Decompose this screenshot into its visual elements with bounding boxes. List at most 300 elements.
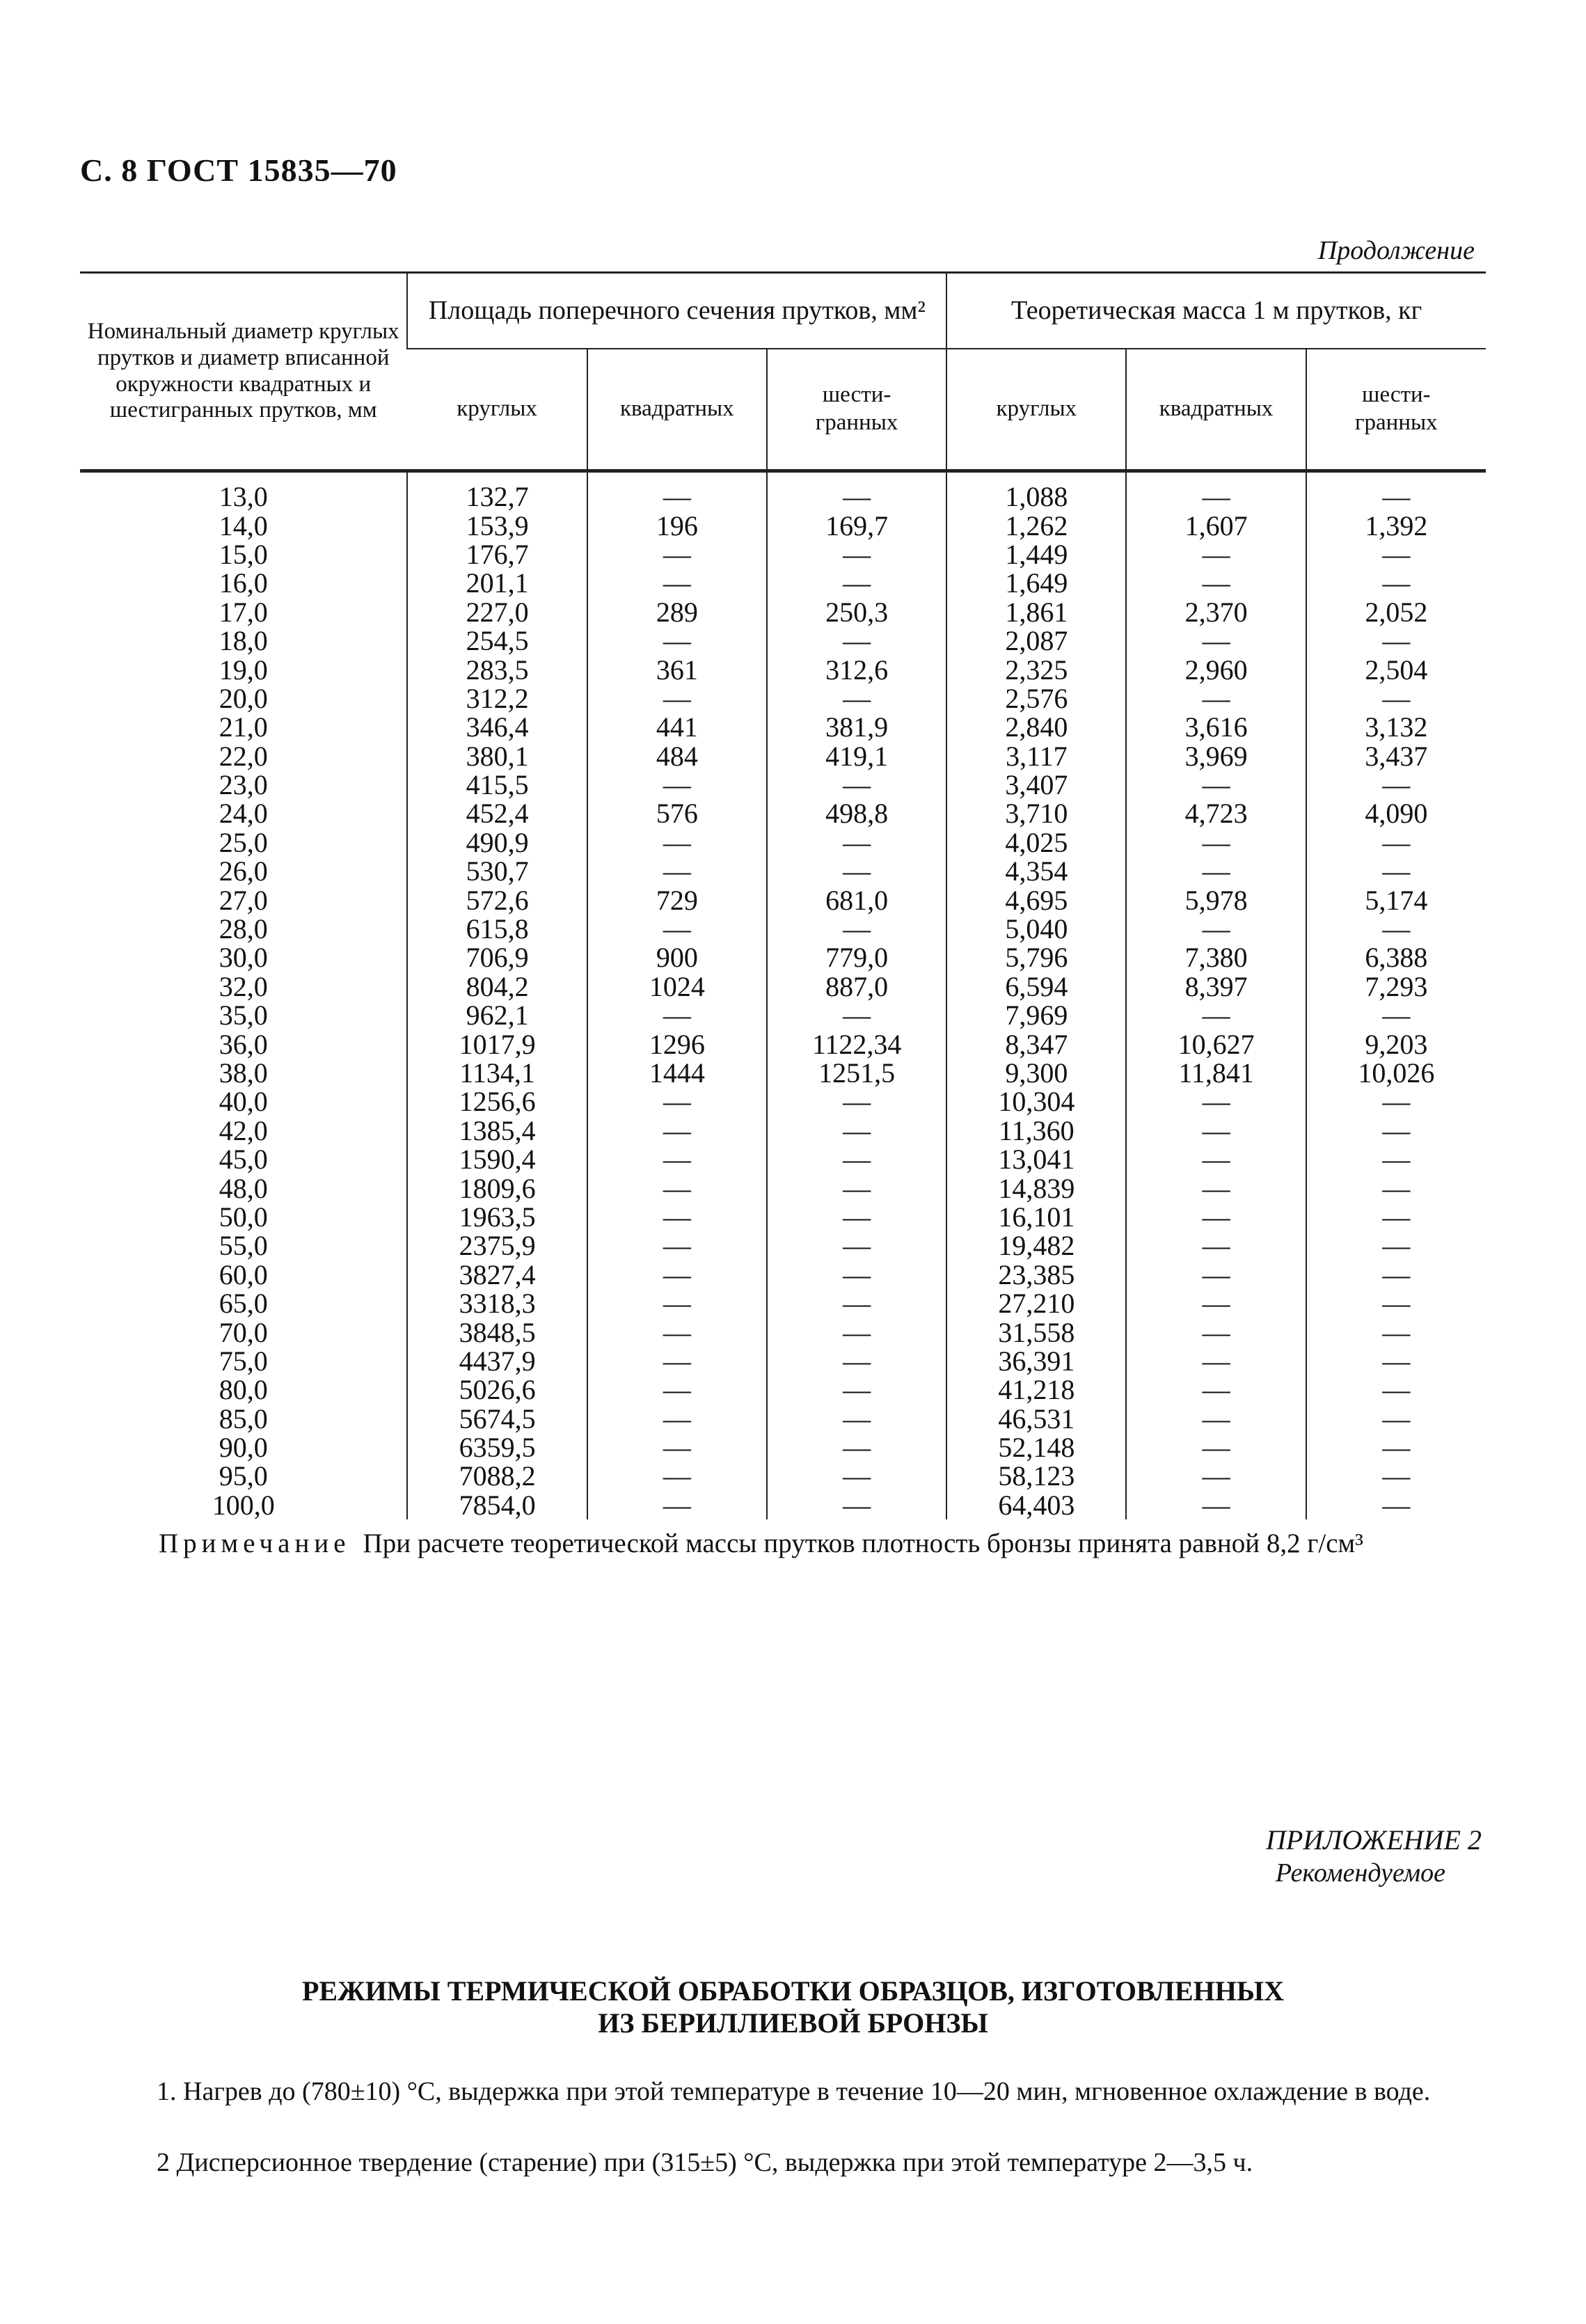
header-area-group: Площадь поперечного сечения прутков, мм² bbox=[407, 273, 946, 349]
table-cell: 65,0 bbox=[219, 1288, 268, 1320]
table-cell: — bbox=[1126, 857, 1306, 885]
table-row bbox=[80, 1462, 1486, 1490]
table-cell: 10,627 bbox=[1126, 1029, 1306, 1058]
header-area-square: квадратных bbox=[587, 349, 767, 471]
table-cell: — bbox=[1306, 770, 1486, 799]
table-cell: 52,148 bbox=[946, 1433, 1126, 1462]
table-cell: 60,0 bbox=[219, 1258, 268, 1290]
header-diameter: Номинальный диаметр круглых прутков и диаметр вписанной окружности квадратных и шестигранных прутков, мм bbox=[80, 273, 407, 471]
table-cell: — bbox=[587, 1116, 767, 1145]
section-title bbox=[0, 1975, 1586, 2039]
table-cell: 1024 bbox=[587, 972, 767, 1001]
table-cell: 900 bbox=[587, 943, 767, 972]
table-row bbox=[80, 1116, 1486, 1145]
table-cell: — bbox=[1306, 1260, 1486, 1289]
table-cell: 169,7 bbox=[767, 511, 946, 539]
table-cell: — bbox=[1126, 1145, 1306, 1173]
table-cell: 1,262 bbox=[946, 511, 1126, 539]
table-cell: 779,0 bbox=[767, 943, 946, 972]
table-cell: 484 bbox=[587, 742, 767, 770]
table-row bbox=[80, 1491, 1486, 1519]
table-cell: — bbox=[1126, 1116, 1306, 1145]
table-cell: 16,101 bbox=[946, 1203, 1126, 1231]
table-cell: 14,839 bbox=[946, 1173, 1126, 1202]
table-cell: — bbox=[767, 684, 946, 713]
header-mass-square: квадратных bbox=[1126, 349, 1306, 471]
table-cell: — bbox=[1306, 1087, 1486, 1116]
table-cell: — bbox=[767, 1375, 946, 1404]
table-cell: 804,2 bbox=[407, 972, 587, 1001]
table-cell: 21,0 bbox=[219, 711, 268, 743]
header-hex-line1: шести- bbox=[822, 382, 891, 408]
table-cell: 9,300 bbox=[946, 1059, 1126, 1087]
table-cell: 283,5 bbox=[407, 655, 587, 683]
table-cell: 25,0 bbox=[219, 826, 268, 858]
table-cell: — bbox=[1126, 1203, 1306, 1231]
table-cell: — bbox=[1306, 1116, 1486, 1145]
table-cell: 1,649 bbox=[946, 569, 1126, 597]
table-cell: — bbox=[1126, 684, 1306, 713]
table-cell: 4,354 bbox=[946, 857, 1126, 885]
table-row bbox=[80, 1375, 1486, 1404]
table-cell: — bbox=[1306, 471, 1486, 512]
table-cell: — bbox=[1306, 1347, 1486, 1375]
table-cell: 5,978 bbox=[1126, 885, 1306, 914]
table-cell: 3,616 bbox=[1126, 713, 1306, 741]
table-cell: 1,861 bbox=[946, 598, 1126, 626]
appendix-heading bbox=[1266, 1824, 1482, 1888]
table-cell: — bbox=[1306, 1491, 1486, 1519]
table-cell: — bbox=[1306, 1462, 1486, 1490]
table-row bbox=[80, 1029, 1486, 1058]
table-cell: — bbox=[1306, 540, 1486, 569]
table-cell: 27,0 bbox=[219, 884, 268, 916]
table-cell: — bbox=[587, 540, 767, 569]
table-cell: 7,293 bbox=[1306, 972, 1486, 1001]
table-cell: 576 bbox=[587, 799, 767, 828]
table-cell: 361 bbox=[587, 655, 767, 683]
header-mass-group: Теоретическая масса 1 м прутков, кг bbox=[946, 273, 1486, 349]
table-cell: 10,304 bbox=[946, 1087, 1126, 1116]
table-cell: — bbox=[1126, 626, 1306, 655]
table-cell: — bbox=[767, 1231, 946, 1260]
table-cell: 2,087 bbox=[946, 626, 1126, 655]
table-cell: 1385,4 bbox=[407, 1116, 587, 1145]
table-cell: 6,388 bbox=[1306, 943, 1486, 972]
table-cell: — bbox=[587, 1375, 767, 1404]
table-row bbox=[80, 1087, 1486, 1116]
table-row bbox=[80, 1001, 1486, 1029]
table-cell: 5,174 bbox=[1306, 885, 1486, 914]
table-cell: 20,0 bbox=[219, 682, 268, 714]
table-cell: — bbox=[1126, 1405, 1306, 1433]
table-cell: 1444 bbox=[587, 1059, 767, 1087]
table-cell: 58,123 bbox=[946, 1462, 1126, 1490]
table-cell: 2,960 bbox=[1126, 655, 1306, 683]
table-cell: — bbox=[767, 471, 946, 512]
table-cell: 36,391 bbox=[946, 1347, 1126, 1375]
table-cell: 415,5 bbox=[407, 770, 587, 799]
table-cell: 132,7 bbox=[407, 471, 587, 512]
table-cell: — bbox=[587, 1203, 767, 1231]
table-cell: 50,0 bbox=[219, 1201, 268, 1233]
table-cell: 2,370 bbox=[1126, 598, 1306, 626]
table-cell: 3,437 bbox=[1306, 742, 1486, 770]
table-cell: 70,0 bbox=[219, 1316, 268, 1348]
table-cell: 75,0 bbox=[219, 1345, 268, 1377]
data-table bbox=[80, 271, 1486, 1519]
header-hex-line2: гранных bbox=[1355, 410, 1438, 435]
table-row bbox=[80, 943, 1486, 972]
table-cell: — bbox=[1126, 1347, 1306, 1375]
table-cell: 11,841 bbox=[1126, 1059, 1306, 1087]
table-row bbox=[80, 511, 1486, 539]
table-cell: 3,117 bbox=[946, 742, 1126, 770]
table-cell: 312,2 bbox=[407, 684, 587, 713]
table-cell: 681,0 bbox=[767, 885, 946, 914]
table-cell: — bbox=[1306, 857, 1486, 885]
table-cell: — bbox=[587, 1260, 767, 1289]
table-cell: — bbox=[587, 1173, 767, 1202]
table-cell: — bbox=[587, 1405, 767, 1433]
table-cell: — bbox=[1306, 684, 1486, 713]
header-mass-round: круглых bbox=[946, 349, 1126, 471]
table-cell: 9,203 bbox=[1306, 1029, 1486, 1058]
table-cell: 35,0 bbox=[219, 999, 268, 1031]
table-cell: — bbox=[587, 915, 767, 943]
table-cell: — bbox=[1126, 540, 1306, 569]
table-row bbox=[80, 1260, 1486, 1289]
table-cell: — bbox=[587, 857, 767, 885]
table-cell: — bbox=[587, 684, 767, 713]
table-row bbox=[80, 1405, 1486, 1433]
table-row bbox=[80, 1059, 1486, 1087]
table-cell: — bbox=[767, 828, 946, 857]
table-row bbox=[80, 857, 1486, 885]
table-cell: 4,090 bbox=[1306, 799, 1486, 828]
table-cell: 419,1 bbox=[767, 742, 946, 770]
table-cell: — bbox=[1126, 1375, 1306, 1404]
table-cell: 14,0 bbox=[219, 509, 268, 542]
table-cell: 250,3 bbox=[767, 598, 946, 626]
table-cell: 4,695 bbox=[946, 885, 1126, 914]
table-cell: 887,0 bbox=[767, 972, 946, 1001]
table-row bbox=[80, 540, 1486, 569]
table-cell: 19,482 bbox=[946, 1231, 1126, 1260]
table-cell: 1134,1 bbox=[407, 1059, 587, 1087]
table-cell: 380,1 bbox=[407, 742, 587, 770]
table-cell: 4437,9 bbox=[407, 1347, 587, 1375]
table-cell: 1809,6 bbox=[407, 1173, 587, 1202]
table-row bbox=[80, 799, 1486, 828]
table-cell: — bbox=[1306, 1289, 1486, 1318]
table-cell: 45,0 bbox=[219, 1144, 268, 1176]
table-cell: — bbox=[1126, 1289, 1306, 1318]
table-cell: — bbox=[767, 1116, 946, 1145]
table-cell: — bbox=[1306, 828, 1486, 857]
table-cell: 1963,5 bbox=[407, 1203, 587, 1231]
table-cell: — bbox=[587, 1347, 767, 1375]
table-cell: 13,0 bbox=[219, 481, 268, 513]
appendix-title: ПРИЛОЖЕНИЕ 2 bbox=[1266, 1824, 1482, 1856]
table-cell: 1590,4 bbox=[407, 1145, 587, 1173]
table-cell: 2375,9 bbox=[407, 1231, 587, 1260]
table-cell: 227,0 bbox=[407, 598, 587, 626]
table-cell: — bbox=[587, 1318, 767, 1346]
table-cell: 42,0 bbox=[219, 1114, 268, 1146]
table-cell: — bbox=[587, 471, 767, 512]
table-cell: — bbox=[767, 915, 946, 943]
table-cell: 530,7 bbox=[407, 857, 587, 885]
table-cell: 729 bbox=[587, 885, 767, 914]
table-cell: — bbox=[1306, 1231, 1486, 1260]
table-cell: — bbox=[1306, 1405, 1486, 1433]
table-cell: 2,325 bbox=[946, 655, 1126, 683]
table-cell: 5674,5 bbox=[407, 1405, 587, 1433]
table-cell: — bbox=[767, 1289, 946, 1318]
table-row bbox=[80, 1318, 1486, 1346]
table-cell: — bbox=[767, 1433, 946, 1462]
header-mass-hex bbox=[1306, 349, 1486, 471]
table-cell: — bbox=[767, 1001, 946, 1029]
table-cell: 19,0 bbox=[219, 654, 268, 686]
table-cell: 498,8 bbox=[767, 799, 946, 828]
table-row bbox=[80, 915, 1486, 943]
table-row bbox=[80, 598, 1486, 626]
continuation-label: Продолжение bbox=[1317, 236, 1475, 265]
table-note bbox=[159, 1528, 1363, 1559]
table-cell: — bbox=[767, 1087, 946, 1116]
table-cell: 346,4 bbox=[407, 713, 587, 741]
table-cell: 3,407 bbox=[946, 770, 1126, 799]
table-cell: 64,403 bbox=[946, 1491, 1126, 1519]
table-cell: 46,531 bbox=[946, 1405, 1126, 1433]
table-cell: — bbox=[1306, 1433, 1486, 1462]
table-cell: — bbox=[587, 569, 767, 597]
table-cell: 3,710 bbox=[946, 799, 1126, 828]
table-cell: 41,218 bbox=[946, 1375, 1126, 1404]
table-cell: 7854,0 bbox=[407, 1491, 587, 1519]
table-cell: 13,041 bbox=[946, 1145, 1126, 1173]
table-row bbox=[80, 1289, 1486, 1318]
table-cell: — bbox=[1126, 770, 1306, 799]
table-cell: 38,0 bbox=[219, 1057, 268, 1089]
table-cell: 36,0 bbox=[219, 1028, 268, 1060]
table-cell: 8,397 bbox=[1126, 972, 1306, 1001]
table-cell: — bbox=[767, 1173, 946, 1202]
table-cell: — bbox=[1306, 1375, 1486, 1404]
table-cell: — bbox=[1126, 915, 1306, 943]
table-cell: — bbox=[767, 569, 946, 597]
table-cell: 5,796 bbox=[946, 943, 1126, 972]
table-cell: 441 bbox=[587, 713, 767, 741]
table-cell: 490,9 bbox=[407, 828, 587, 857]
paragraph-1: 1. Нагрев до (780±10) °С, выдержка при этой температуре в течение 10—20 мин, мгновенное охлаждение в воде. bbox=[157, 2077, 1431, 2106]
table-cell: — bbox=[1306, 1145, 1486, 1173]
table-cell: — bbox=[1126, 1001, 1306, 1029]
section-title-line1: РЕЖИМЫ ТЕРМИЧЕСКОЙ ОБРАБОТКИ ОБРАЗЦОВ, ИЗГОТОВЛЕННЫХ bbox=[301, 1975, 1285, 2007]
table-cell: — bbox=[587, 1491, 767, 1519]
appendix-subtitle: Рекомендуемое bbox=[1275, 1858, 1445, 1888]
table-cell: 4,723 bbox=[1126, 799, 1306, 828]
table-cell: 4,025 bbox=[946, 828, 1126, 857]
table-cell: — bbox=[1306, 1173, 1486, 1202]
table-cell: 1122,34 bbox=[767, 1029, 946, 1058]
table-cell: — bbox=[1126, 828, 1306, 857]
table-body bbox=[80, 471, 1486, 1520]
table-cell: 615,8 bbox=[407, 915, 587, 943]
table-row bbox=[80, 1173, 1486, 1202]
table-cell: 23,0 bbox=[219, 769, 268, 801]
table-cell: 17,0 bbox=[219, 596, 268, 628]
paragraph-2: 2 Дисперсионное твердение (старение) при (315±5) °С, выдержка при этой температуре 2—3,5 ч. bbox=[157, 2148, 1253, 2177]
table-cell: — bbox=[587, 1087, 767, 1116]
table-cell: — bbox=[1306, 626, 1486, 655]
table-cell: 31,558 bbox=[946, 1318, 1126, 1346]
table-cell: 962,1 bbox=[407, 1001, 587, 1029]
table-row bbox=[80, 1433, 1486, 1462]
table-cell: 7,380 bbox=[1126, 943, 1306, 972]
table-row bbox=[80, 972, 1486, 1001]
table-cell: — bbox=[1126, 1087, 1306, 1116]
table-cell: 572,6 bbox=[407, 885, 587, 914]
table-cell: 8,347 bbox=[946, 1029, 1126, 1058]
table-cell: 5026,6 bbox=[407, 1375, 587, 1404]
table-cell: — bbox=[767, 857, 946, 885]
table-cell: 1296 bbox=[587, 1029, 767, 1058]
table-cell: 381,9 bbox=[767, 713, 946, 741]
table-cell: — bbox=[767, 1203, 946, 1231]
table-cell: — bbox=[767, 1462, 946, 1490]
table-cell: 196 bbox=[587, 511, 767, 539]
table-cell: 312,6 bbox=[767, 655, 946, 683]
table-row bbox=[80, 1231, 1486, 1260]
table-cell: — bbox=[1306, 1203, 1486, 1231]
table-row bbox=[80, 655, 1486, 683]
table-cell: — bbox=[767, 770, 946, 799]
table-row bbox=[80, 569, 1486, 597]
table-cell: — bbox=[587, 1433, 767, 1462]
table-cell: 1256,6 bbox=[407, 1087, 587, 1116]
table-cell: 7088,2 bbox=[407, 1462, 587, 1490]
table-cell: — bbox=[767, 1260, 946, 1289]
table-cell: — bbox=[1126, 1260, 1306, 1289]
table-cell: — bbox=[1306, 915, 1486, 943]
table-row bbox=[80, 471, 1486, 512]
table-cell: — bbox=[1126, 471, 1306, 512]
table-cell: 706,9 bbox=[407, 943, 587, 972]
table-cell: 15,0 bbox=[219, 538, 268, 570]
table-cell: — bbox=[1306, 1001, 1486, 1029]
table-cell: — bbox=[587, 828, 767, 857]
table-cell: 11,360 bbox=[946, 1116, 1126, 1145]
table-cell: 30,0 bbox=[219, 942, 268, 974]
table-cell: 7,969 bbox=[946, 1001, 1126, 1029]
table-row bbox=[80, 684, 1486, 713]
table-cell: 16,0 bbox=[219, 567, 268, 599]
table-cell: 27,210 bbox=[946, 1289, 1126, 1318]
section-title-line2: ИЗ БЕРИЛЛИЕВОЙ БРОНЗЫ bbox=[598, 2007, 988, 2039]
table-cell: — bbox=[587, 1289, 767, 1318]
header-area-round: круглых bbox=[407, 349, 587, 471]
header-area-hex bbox=[767, 349, 946, 471]
table-cell: — bbox=[1126, 1231, 1306, 1260]
table-row bbox=[80, 770, 1486, 799]
table-cell: — bbox=[767, 1405, 946, 1433]
table-cell: — bbox=[587, 1231, 767, 1260]
table-cell: — bbox=[1126, 1433, 1306, 1462]
table-cell: 2,504 bbox=[1306, 655, 1486, 683]
table-row bbox=[80, 885, 1486, 914]
table-cell: 2,052 bbox=[1306, 598, 1486, 626]
table-cell: 100,0 bbox=[212, 1489, 275, 1521]
table-cell: 32,0 bbox=[219, 970, 268, 1002]
table-row bbox=[80, 626, 1486, 655]
table-cell: — bbox=[587, 770, 767, 799]
table-cell: 1,607 bbox=[1126, 511, 1306, 539]
table-cell: 40,0 bbox=[219, 1086, 268, 1118]
header-hex-line1: шести- bbox=[1362, 382, 1431, 408]
table-cell: — bbox=[1306, 1318, 1486, 1346]
page-header: С. 8 ГОСТ 15835—70 bbox=[80, 152, 397, 188]
table-cell: 1,392 bbox=[1306, 511, 1486, 539]
table-cell: — bbox=[767, 626, 946, 655]
table-row bbox=[80, 1145, 1486, 1173]
table-cell: 26,0 bbox=[219, 855, 268, 887]
table-cell: 176,7 bbox=[407, 540, 587, 569]
table-cell: 85,0 bbox=[219, 1402, 268, 1434]
table-cell: — bbox=[1306, 569, 1486, 597]
table-cell: — bbox=[767, 1491, 946, 1519]
table-cell: 254,5 bbox=[407, 626, 587, 655]
table-cell: 23,385 bbox=[946, 1260, 1126, 1289]
table-cell: — bbox=[587, 1462, 767, 1490]
table-cell: 10,026 bbox=[1306, 1059, 1486, 1087]
note-label: Примечание bbox=[159, 1528, 351, 1558]
table-cell: 48,0 bbox=[219, 1172, 268, 1204]
table-cell: 201,1 bbox=[407, 569, 587, 597]
table-cell: 1251,5 bbox=[767, 1059, 946, 1087]
table-cell: — bbox=[1126, 1491, 1306, 1519]
table-cell: 5,040 bbox=[946, 915, 1126, 943]
table-row bbox=[80, 742, 1486, 770]
table-cell: 3827,4 bbox=[407, 1260, 587, 1289]
table-cell: 452,4 bbox=[407, 799, 587, 828]
table-cell: — bbox=[1126, 1318, 1306, 1346]
table-cell: 90,0 bbox=[219, 1432, 268, 1464]
table-cell: — bbox=[767, 1347, 946, 1375]
table-cell: 289 bbox=[587, 598, 767, 626]
table-cell: 6359,5 bbox=[407, 1433, 587, 1462]
table-cell: 3318,3 bbox=[407, 1289, 587, 1318]
table-cell: 2,576 bbox=[946, 684, 1126, 713]
table-cell: 80,0 bbox=[219, 1374, 268, 1406]
table-row bbox=[80, 713, 1486, 741]
table-cell: 55,0 bbox=[219, 1230, 268, 1262]
table-cell: 153,9 bbox=[407, 511, 587, 539]
table-cell: — bbox=[767, 1318, 946, 1346]
header-hex-line2: гранных bbox=[815, 410, 898, 435]
table-cell: — bbox=[1126, 1173, 1306, 1202]
table-cell: — bbox=[587, 1001, 767, 1029]
table-cell: 1,449 bbox=[946, 540, 1126, 569]
table-cell: 24,0 bbox=[219, 798, 268, 830]
table-row bbox=[80, 1347, 1486, 1375]
table-cell: — bbox=[1126, 1462, 1306, 1490]
table-cell: 1017,9 bbox=[407, 1029, 587, 1058]
table-cell: — bbox=[767, 1145, 946, 1173]
note-text: При расчете теоретической массы прутков плотность бронзы принята равной 8,2 г/см³ bbox=[363, 1528, 1363, 1558]
